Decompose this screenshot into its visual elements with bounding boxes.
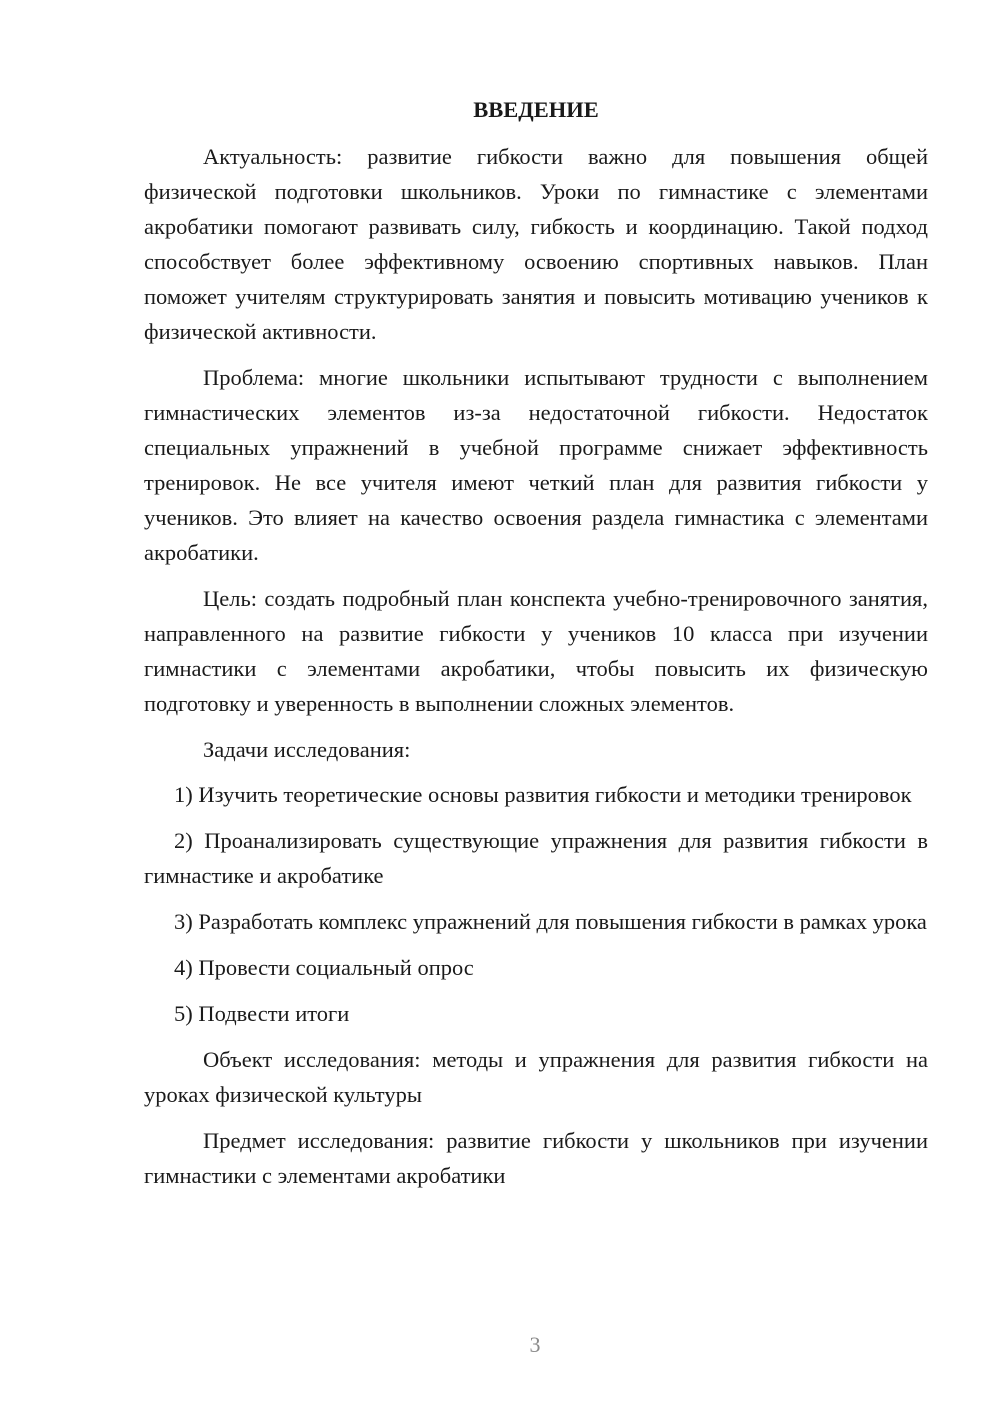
task-item-4: 4) Провести социальный опрос: [174, 955, 474, 980]
goal-paragraph: Цель: создать подробный план конспекта учебно-тренировочного занятия, направленного на развитие гибкости у учеников 10 класса при изучении гимнастики с элементами акробатики, чтобы повысить их физическую подготовку и уверенность в выполнении сложных элементов.: [144, 586, 928, 716]
tasks-intro: Задачи исследования:: [203, 737, 411, 762]
task-item-5: 5) Подвести итоги: [174, 1001, 350, 1026]
subject-paragraph: Предмет исследования: развитие гибкости у школьников при изучении гимнастики с элементами акробатики: [144, 1128, 928, 1188]
tasks-list: [144, 777, 928, 1031]
task-item-2: 2) Проанализировать существующие упражнения для развития гибкости в гимнастике и акробатике: [144, 828, 928, 888]
page-number: 3: [529, 1332, 541, 1357]
document-body: [144, 92, 928, 1204]
section-heading: ВВЕДЕНИЕ: [473, 97, 599, 122]
problem-paragraph: Проблема: многие школьники испытывают трудности с выполнением гимнастических элементов из-за недостаточной гибкости. Недостаток специальных упражнений в учебной программе снижает эффективность тренировок. Не все учителя имеют четкий план для развития гибкости у учеников. Это влияет на качество освоения раздела гимнастика с элементами акробатики.: [144, 365, 928, 565]
task-item-3: 3) Разработать комплекс упражнений для повышения гибкости в рамках урока: [174, 909, 927, 934]
object-paragraph: Объект исследования: методы и упражнения для развития гибкости на уроках физической культуры: [144, 1047, 928, 1107]
relevance-paragraph: Актуальность: развитие гибкости важно для повышения общей физической подготовки школьников. Уроки по гимнастике с элементами акробатики помогают развивать силу, гибкость и координацию. Такой подход способствует более эффективному освоению спортивных навыков. План поможет учителям структурировать занятия и повысить мотивацию учеников к физической активности.: [144, 144, 928, 344]
task-item-1: 1) Изучить теоретические основы развития гибкости и методики тренировок: [174, 782, 912, 807]
